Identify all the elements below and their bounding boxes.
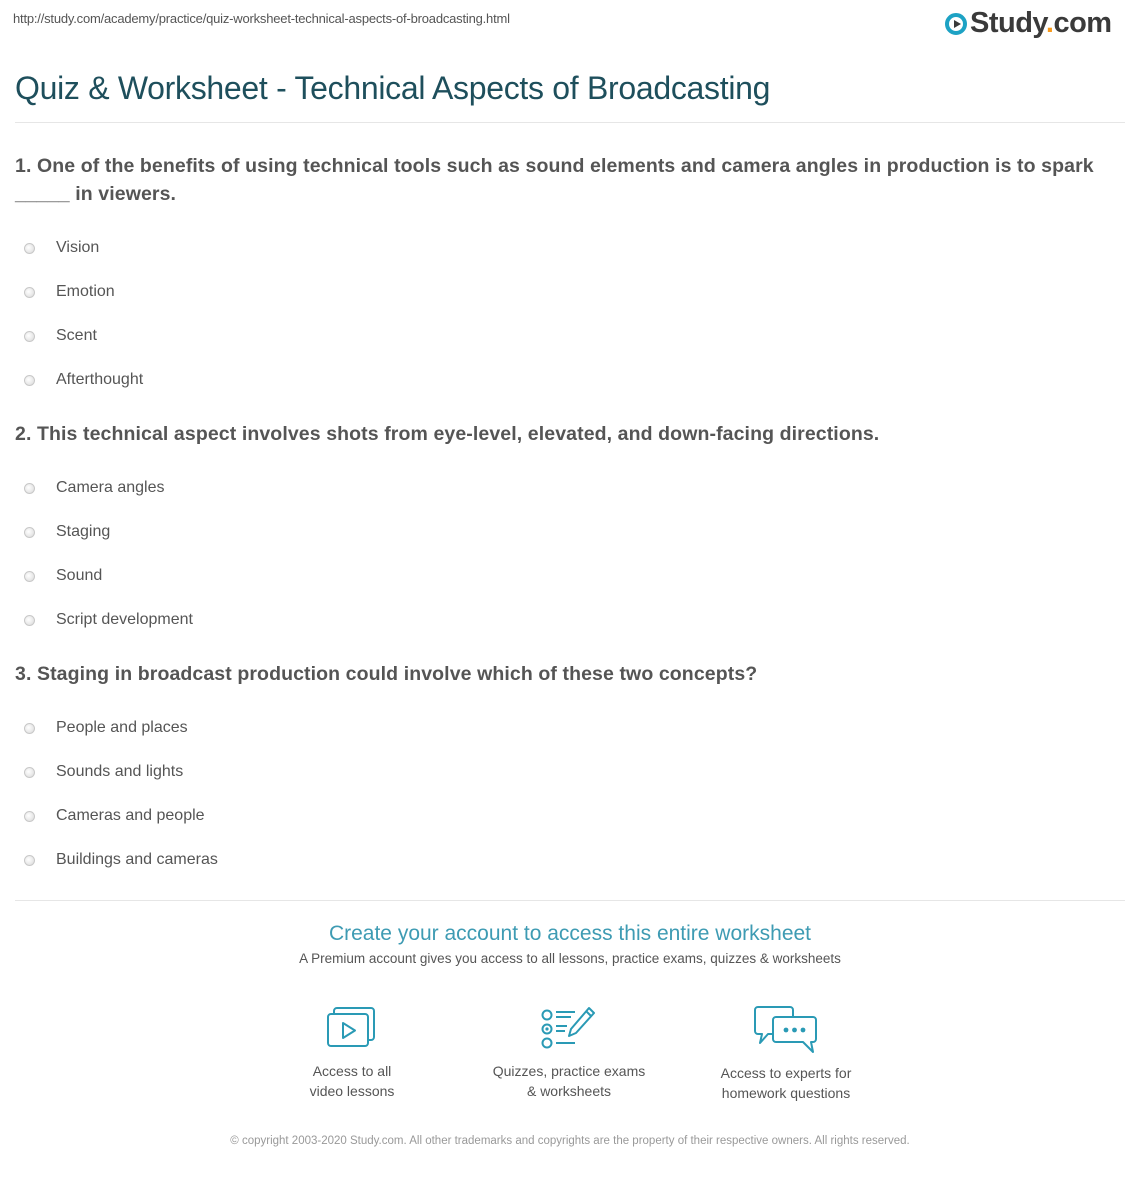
signup-cta bbox=[0, 922, 1140, 966]
radio-button-icon[interactable] bbox=[24, 615, 35, 626]
answer-choice[interactable]: Sounds and lights bbox=[15, 750, 1125, 794]
video-lessons-icon bbox=[326, 1005, 378, 1049]
answer-choices bbox=[15, 226, 1125, 402]
radio-button-icon[interactable] bbox=[24, 243, 35, 254]
cta-title[interactable]: Create your account to access this entire worksheet bbox=[328, 922, 812, 945]
answer-choice[interactable]: Cameras and people bbox=[15, 794, 1125, 838]
question-text: 1. One of the benefits of using technical tools such as sound elements and camera angles in production is to spark _____ in viewers. bbox=[15, 155, 1094, 205]
answer-choice[interactable]: Afterthought bbox=[15, 358, 1125, 402]
radio-button-icon[interactable] bbox=[24, 723, 35, 734]
radio-button-icon[interactable] bbox=[24, 331, 35, 342]
feature-experts: Access to experts for homework questions bbox=[686, 1005, 886, 1103]
page-url: http://study.com/academy/practice/quiz-worksheet-technical-aspects-of-broadcasting.html bbox=[13, 11, 510, 26]
question-3 bbox=[15, 660, 1125, 882]
quiz-checklist-icon bbox=[541, 1005, 597, 1049]
radio-button-icon[interactable] bbox=[24, 527, 35, 538]
answer-choice[interactable]: Buildings and cameras bbox=[15, 838, 1125, 882]
answer-choice[interactable]: Camera angles bbox=[15, 466, 1125, 510]
study-com-logo[interactable] bbox=[945, 9, 1112, 38]
radio-button-icon[interactable] bbox=[24, 287, 35, 298]
question-text: 3. Staging in broadcast production could involve which of these two concepts? bbox=[15, 663, 758, 685]
feature-quizzes: Quizzes, practice exams & worksheets bbox=[469, 1005, 669, 1101]
cta-subtitle: A Premium account gives you access to all lessons, practice exams, quizzes & worksheets bbox=[299, 951, 841, 966]
answer-choice[interactable]: Scent bbox=[15, 314, 1125, 358]
answer-choice[interactable]: Emotion bbox=[15, 270, 1125, 314]
copyright-footer: © copyright 2003-2020 Study.com. All other trademarks and copyrights are the property of their respective owners. All rights reserved. bbox=[230, 1135, 910, 1147]
radio-button-icon[interactable] bbox=[24, 811, 35, 822]
question-2 bbox=[15, 420, 1125, 642]
divider bbox=[15, 900, 1125, 901]
radio-button-icon[interactable] bbox=[24, 375, 35, 386]
radio-button-icon[interactable] bbox=[24, 767, 35, 778]
logo-wordmark: Study.com bbox=[970, 7, 1112, 39]
answer-choice[interactable]: Staging bbox=[15, 510, 1125, 554]
answer-choices bbox=[15, 466, 1125, 642]
radio-button-icon[interactable] bbox=[24, 855, 35, 866]
answer-choice[interactable]: People and places bbox=[15, 706, 1125, 750]
page-title: Quiz & Worksheet - Technical Aspects of Broadcasting bbox=[15, 70, 771, 106]
divider bbox=[15, 122, 1125, 123]
chat-bubbles-icon bbox=[754, 1005, 818, 1055]
answer-choice[interactable]: Sound bbox=[15, 554, 1125, 598]
question-1 bbox=[15, 152, 1125, 402]
answer-choice[interactable]: Vision bbox=[15, 226, 1125, 270]
radio-button-icon[interactable] bbox=[24, 571, 35, 582]
play-logo-icon bbox=[945, 13, 967, 35]
question-text: 2. This technical aspect involves shots from eye-level, elevated, and down-facing directions. bbox=[15, 423, 880, 445]
radio-button-icon[interactable] bbox=[24, 483, 35, 494]
answer-choice[interactable]: Script development bbox=[15, 598, 1125, 642]
feature-video-lessons: Access to all video lessons bbox=[252, 1005, 452, 1101]
answer-choices bbox=[15, 706, 1125, 882]
